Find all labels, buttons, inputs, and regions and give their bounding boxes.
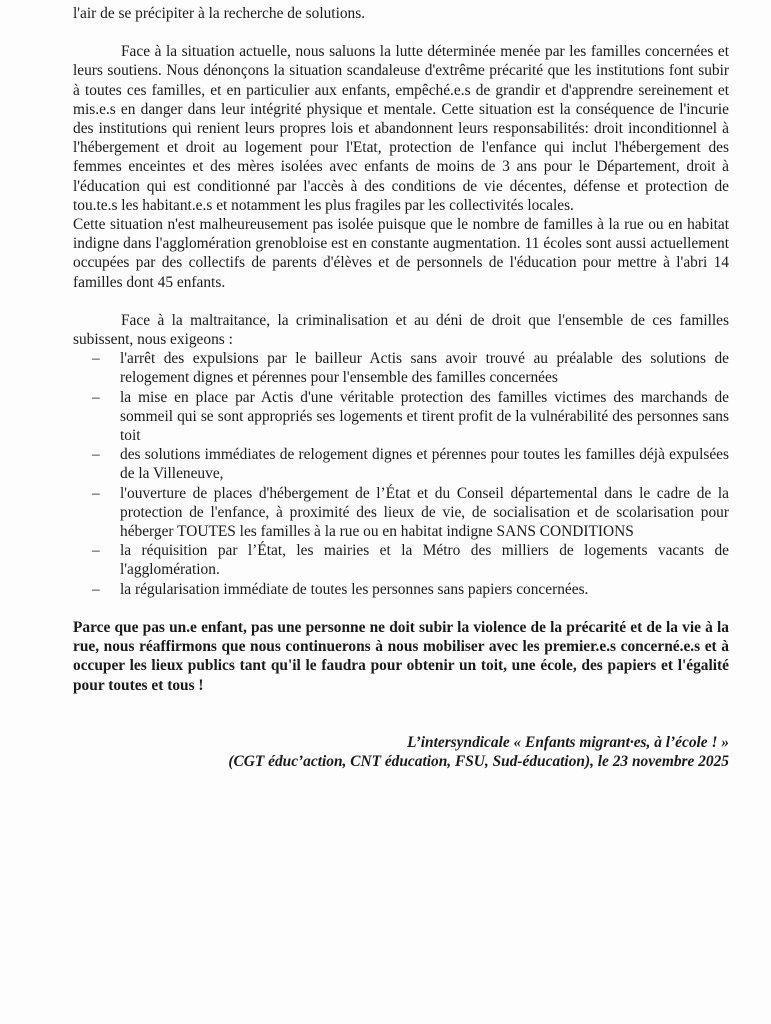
demand-text: la régularisation immédiate de toutes les personnes sans papiers concernées.	[120, 580, 589, 598]
signature-members-date: (CGT éduc’action, CNT éducation, FSU, Sud-éducation), le 23 novembre 2025	[228, 752, 729, 770]
dash-bullet-icon: –	[92, 484, 100, 502]
demand-item	[73, 388, 729, 446]
conclusion-paragraph: Parce que pas un.e enfant, pas une personne ne doit subir la violence de la précarité et de la vie à la rue, nous réaffirmons que nous continuerons à nous mobiliser avec les premier.e.s concerné.e.s et à occuper les lieux publics tant qu'il le faudra pour obtenir un toit, une école, des papiers et l'égalité pour toutes et tous !	[73, 618, 729, 694]
demand-text: l'ouverture de places d'hébergement de l’État et du Conseil départemental dans le cadre de la protection de l'enfance, à proximité des lieux de vie, de socialisation et de scolarisation pour héberger TOUTES les familles à la rue ou en habitat indigne SANS CONDITIONS	[120, 484, 729, 541]
spacer	[73, 599, 729, 618]
dash-bullet-icon: –	[92, 580, 100, 598]
demand-item	[73, 580, 729, 599]
demand-text: la mise en place par Actis d'une véritable protection des familles victimes des marchands de sommeil qui se sont appropriés ses logements et tirent profit de la vulnérabilité des personnes sans toit	[120, 388, 729, 445]
paragraph-situation: Face à la situation actuelle, nous saluons la lutte déterminée menée par les familles concernées et leurs soutiens. Nous dénonçons la situation scandaleuse d'extrême précarité que les institutions font subir à toutes ces familles, et en particulier aux enfants, empêché.e.s de grandir et d'apprendre sereinement et mis.e.s en danger dans leur intégrité physique et mentale. Cette situation est la conséquence de l'incurie des institutions qui renient leurs propres lois et abandonnent leurs responsabilités: droit inconditionnel à l'hébergement et droit au logement pour l'Etat, protection de l'enfance qui inclut l'hébergement des femmes enceintes et des mères isolées avec enfants de moins de 3 ans pour le Département, droit à l'éducation qui est conditionné par l'accès à des conditions de vie décentes, défense et protection de tou.te.s les habitant.e.s et notamment les plus fragiles par les collectivités locales.	[73, 43, 729, 214]
demands-list	[73, 349, 729, 599]
spacer	[73, 714, 729, 733]
paragraph-demands-intro: Face à la maltraitance, la criminalisation et au déni de droit que l'ensemble de ces familles subissent, nous exigeons :	[73, 311, 729, 349]
demand-item	[73, 349, 729, 387]
dash-bullet-icon: –	[92, 388, 100, 406]
dash-bullet-icon: –	[92, 446, 100, 464]
dash-bullet-icon: –	[92, 542, 100, 560]
demand-item	[73, 541, 729, 579]
spacer	[73, 23, 729, 42]
demand-text: l'arrêt des expulsions par le bailleur Actis sans avoir trouvé au préalable des solutions de relogement dignes et pérennes pour l'ensemble des familles concernées	[120, 350, 729, 387]
intro-tail-text: l'air de se précipiter à la recherche de solutions.	[73, 5, 366, 22]
spacer	[73, 292, 729, 311]
paragraph-context: Cette situation n'est malheureusement pas isolée puisque que le nombre de familles à la rue ou en habitat indigne dans l'agglomération grenobloise est en constante augmentation. 11 écoles sont aussi actuellement occupées par des collectifs de parents d'élèves et de personnels de l'éducation pour mettre à l'abri 14 familles dont 45 enfants.	[73, 216, 729, 291]
signature-organization: L’intersyndicale « Enfants migrant·es, à l’école ! »	[407, 733, 729, 751]
demand-text: la réquisition par l’État, les mairies et la Métro des milliers de logements vacants de l'agglomération.	[120, 542, 729, 579]
demand-item	[73, 484, 729, 542]
demand-text: des solutions immédiates de relogement dignes et pérennes pour toutes les familles déjà expulsées de la Villeneuve,	[120, 446, 729, 483]
demand-item	[73, 445, 729, 483]
dash-bullet-icon: –	[92, 350, 100, 368]
spacer	[73, 695, 729, 714]
document-page	[73, 4, 729, 771]
